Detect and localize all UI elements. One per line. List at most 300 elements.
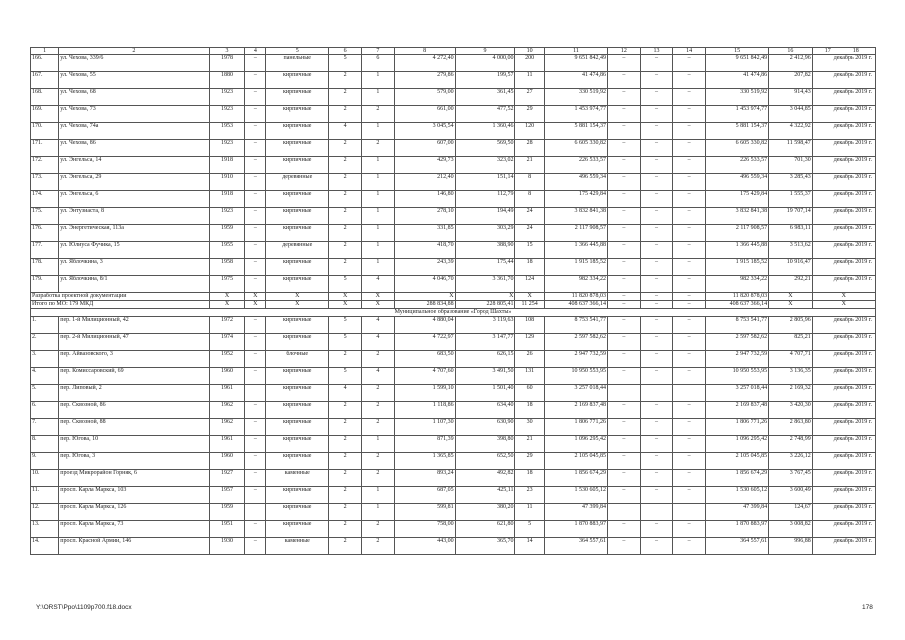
table-cell: декабрь 2019 г. <box>812 521 875 538</box>
table-cell: 758,00 <box>394 521 455 538</box>
table-cell: 1 856 674,29 <box>706 470 769 487</box>
table-cell: 60 <box>515 385 544 402</box>
table-cell: 4. <box>31 368 59 385</box>
table-cell: 2 117 908,57 <box>544 225 607 242</box>
table-cell: ул. Чехова, 339/6 <box>59 55 209 72</box>
table-cell: декабрь 2019 г. <box>812 385 875 402</box>
table-cell: – <box>640 123 673 140</box>
table-cell: 1959 <box>209 225 245 242</box>
table-cell: – <box>673 521 706 538</box>
table-cell: кирпичные <box>266 402 329 419</box>
table-cell: 6 605 330,82 <box>544 140 607 157</box>
table-cell: панельные <box>266 55 329 72</box>
document-sheet <box>30 47 876 555</box>
table-cell: – <box>673 436 706 453</box>
table-cell: 2 <box>329 242 362 259</box>
summary-row <box>31 301 876 309</box>
table-cell: – <box>640 140 673 157</box>
table-cell: 2 105 045,85 <box>706 453 769 470</box>
table-row <box>31 436 876 453</box>
table-cell: 8. <box>31 436 59 453</box>
table-cell: 825,21 <box>769 334 813 351</box>
table-cell: декабрь 2019 г. <box>812 89 875 106</box>
table-cell: 3 147,77 <box>455 334 515 351</box>
table-cell: 1 530 605,12 <box>544 487 607 504</box>
table-cell: 5 <box>329 55 362 72</box>
table-cell: 1 <box>361 72 394 89</box>
table-cell: – <box>673 55 706 72</box>
table-cell: – <box>608 470 641 487</box>
table-cell: декабрь 2019 г. <box>812 436 875 453</box>
table-cell: декабрь 2019 г. <box>812 368 875 385</box>
table-cell: 2 <box>329 538 362 555</box>
table-cell: 652,50 <box>455 453 515 470</box>
table-cell: 212,40 <box>394 174 455 191</box>
column-number: 6 <box>329 48 362 55</box>
table-cell: деревянные <box>266 242 329 259</box>
table-cell: – <box>245 55 266 72</box>
summary-cell: X <box>329 301 362 309</box>
table-cell: каменные <box>266 470 329 487</box>
table-cell: – <box>608 106 641 123</box>
table-cell: 124,67 <box>769 504 813 521</box>
table-cell: – <box>673 368 706 385</box>
table-cell: 4 272,40 <box>394 55 455 72</box>
column-number: 17 <box>824 48 831 54</box>
table-cell: 1910 <box>209 174 245 191</box>
table-cell: 1 599,10 <box>394 385 455 402</box>
summary-cell: X <box>455 293 515 301</box>
table-cell: – <box>608 89 641 106</box>
table-cell: 1 <box>361 157 394 174</box>
table-cell: 1880 <box>209 72 245 89</box>
table-cell: 179. <box>31 276 59 293</box>
table-cell: – <box>673 89 706 106</box>
table-cell: 1918 <box>209 191 245 208</box>
table-cell: 3 136,35 <box>769 368 813 385</box>
table-cell: 1955 <box>209 242 245 259</box>
table-cell: 2 <box>361 140 394 157</box>
table-cell: 4 707,71 <box>769 351 813 368</box>
table-cell: 11 <box>515 72 544 89</box>
table-cell: 1 <box>361 504 394 521</box>
table-cell: 24 <box>515 225 544 242</box>
summary-cell: 408 637 366,14 <box>706 301 769 309</box>
table-cell: 364 557,61 <box>706 538 769 555</box>
table-cell: 279,86 <box>394 72 455 89</box>
table-cell: 8 <box>515 191 544 208</box>
column-number: 1 <box>31 48 59 55</box>
table-cell: 8 753 541,77 <box>544 317 607 334</box>
table-cell: 10. <box>31 470 59 487</box>
table-cell: 579,00 <box>394 89 455 106</box>
table-cell: 5 <box>329 276 362 293</box>
table-cell: 626,15 <box>455 351 515 368</box>
summary-cell: X <box>245 301 266 309</box>
table-cell: – <box>245 436 266 453</box>
table-cell: 388,90 <box>455 242 515 259</box>
municipality-row <box>31 309 876 317</box>
table-cell: пер. 2-й Милиционный, 47 <box>59 334 209 351</box>
table-cell: 2 105 045,85 <box>544 453 607 470</box>
table-cell <box>245 385 266 402</box>
table-cell: 4 <box>361 368 394 385</box>
table-cell: 3 420,30 <box>769 402 813 419</box>
table-cell: декабрь 2019 г. <box>812 487 875 504</box>
table-cell: 1952 <box>209 351 245 368</box>
table-cell: – <box>673 174 706 191</box>
table-cell: декабрь 2019 г. <box>812 504 875 521</box>
table-cell: 2 <box>329 259 362 276</box>
table-cell: 226 533,57 <box>544 157 607 174</box>
table-cell: 634,40 <box>455 402 515 419</box>
table-cell: 11. <box>31 487 59 504</box>
capital-repair-table <box>30 47 876 555</box>
table-cell: кирпичные <box>266 208 329 225</box>
table-cell: декабрь 2019 г. <box>812 106 875 123</box>
summary-cell: 288 834,88 <box>394 301 455 309</box>
table-cell: 425,11 <box>455 487 515 504</box>
table-cell: 871,39 <box>394 436 455 453</box>
summary-cell: – <box>608 301 641 309</box>
table-cell: пер. Липовый, 2 <box>59 385 209 402</box>
table-cell: 3 361,70 <box>455 276 515 293</box>
table-cell: 2 <box>361 521 394 538</box>
summary-cell: 11 254 <box>515 301 544 309</box>
table-cell: кирпичные <box>266 317 329 334</box>
table-cell: 661,00 <box>394 106 455 123</box>
column-number: 14 <box>673 48 706 55</box>
table-cell: 2 117 908,57 <box>706 225 769 242</box>
table-row <box>31 385 876 402</box>
table-cell: 303,29 <box>455 225 515 242</box>
table-cell: – <box>673 276 706 293</box>
table-cell: – <box>640 538 673 555</box>
table-cell: 131 <box>515 368 544 385</box>
table-cell: просп. Карла Маркса, 103 <box>59 487 209 504</box>
table-cell: ул. Энтузиаста, 8 <box>59 208 209 225</box>
table-cell: – <box>640 242 673 259</box>
table-cell: – <box>673 106 706 123</box>
table-cell: 599,81 <box>394 504 455 521</box>
table-cell: – <box>245 106 266 123</box>
table-row <box>31 89 876 106</box>
table-cell: 175 429,84 <box>706 191 769 208</box>
summary-cell: X <box>361 293 394 301</box>
table-cell: 1953 <box>209 123 245 140</box>
table-cell: 1 366 445,88 <box>706 242 769 259</box>
summary-cell: X <box>209 301 245 309</box>
table-row <box>31 55 876 72</box>
table-cell: пер. Югова, 10 <box>59 436 209 453</box>
table-cell: 2 169,32 <box>769 385 813 402</box>
table-cell: – <box>608 157 641 174</box>
column-number: 2 <box>59 48 209 55</box>
table-cell: – <box>640 317 673 334</box>
table-row <box>31 453 876 470</box>
table-cell: 172. <box>31 157 59 174</box>
municipality-title: Муниципальное образование «Город Шахты» <box>31 309 876 317</box>
table-cell: – <box>245 419 266 436</box>
table-cell: пер. 1-й Милиционный, 42 <box>59 317 209 334</box>
table-row <box>31 276 876 293</box>
table-cell: 2 <box>361 402 394 419</box>
table-cell: 278,10 <box>394 208 455 225</box>
table-cell: 2 <box>329 191 362 208</box>
table-cell: – <box>608 521 641 538</box>
table-cell: 2 <box>361 106 394 123</box>
table-cell: деревянные <box>266 174 329 191</box>
table-row <box>31 504 876 521</box>
table-cell: – <box>608 208 641 225</box>
summary-cell: X <box>769 301 813 309</box>
table-cell: блочные <box>266 351 329 368</box>
table-cell: – <box>673 402 706 419</box>
table-cell: 5 <box>515 521 544 538</box>
table-cell: – <box>245 157 266 174</box>
summary-cell: – <box>640 301 673 309</box>
table-cell: кирпичные <box>266 72 329 89</box>
table-cell: 477,52 <box>455 106 515 123</box>
table-cell: 380,20 <box>455 504 515 521</box>
table-cell: 169. <box>31 106 59 123</box>
table-cell: 330 519,92 <box>544 89 607 106</box>
table-cell: кирпичные <box>266 225 329 242</box>
table-cell: – <box>245 72 266 89</box>
table-cell: 23 <box>515 487 544 504</box>
table-cell: 200 <box>515 55 544 72</box>
table-cell: 1 806 771,26 <box>544 419 607 436</box>
summary-cell: X <box>812 293 875 301</box>
table-cell: пер. Комиссаровский, 69 <box>59 368 209 385</box>
table-cell: – <box>673 259 706 276</box>
table-cell: 146,80 <box>394 191 455 208</box>
table-cell <box>245 504 266 521</box>
table-cell: 1961 <box>209 436 245 453</box>
table-cell: 3 119,63 <box>455 317 515 334</box>
table-cell: кирпичные <box>266 487 329 504</box>
table-cell: 2. <box>31 334 59 351</box>
table-cell: 492,82 <box>455 470 515 487</box>
table-cell: 12. <box>31 504 59 521</box>
table-cell: 996,88 <box>769 538 813 555</box>
table-cell: – <box>608 225 641 242</box>
table-cell: 365,70 <box>455 538 515 555</box>
table-cell: – <box>673 191 706 208</box>
table-row <box>31 419 876 436</box>
column-number: 16 <box>769 48 813 55</box>
table-cell: – <box>673 157 706 174</box>
table-cell: 607,00 <box>394 140 455 157</box>
summary-cell: – <box>673 293 706 301</box>
table-cell: 8 <box>515 174 544 191</box>
table-cell: – <box>245 259 266 276</box>
table-cell: 3 226,12 <box>769 453 813 470</box>
table-row <box>31 123 876 140</box>
table-cell: – <box>245 470 266 487</box>
table-row <box>31 487 876 504</box>
table-cell: 687,05 <box>394 487 455 504</box>
table-cell: – <box>640 334 673 351</box>
table-cell: 2 <box>361 351 394 368</box>
table-cell: декабрь 2019 г. <box>812 174 875 191</box>
table-cell: 15 <box>515 242 544 259</box>
table-cell: – <box>245 140 266 157</box>
table-cell: – <box>640 351 673 368</box>
table-cell: – <box>640 174 673 191</box>
column-number <box>812 48 875 55</box>
table-cell: – <box>673 242 706 259</box>
table-cell: ул. Яблочкина, 8/1 <box>59 276 209 293</box>
table-cell: 2 805,96 <box>769 317 813 334</box>
table-cell: кирпичные <box>266 276 329 293</box>
table-cell: 2 <box>329 208 362 225</box>
table-cell <box>673 385 706 402</box>
table-cell: 1 453 974,77 <box>706 106 769 123</box>
table-cell: ул. Энгельса, 14 <box>59 157 209 174</box>
table-cell: 194,49 <box>455 208 515 225</box>
table-cell: – <box>608 487 641 504</box>
table-cell <box>640 385 673 402</box>
table-cell: 3 008,82 <box>769 521 813 538</box>
table-cell: 226 533,57 <box>706 157 769 174</box>
table-cell: 3 044,85 <box>769 106 813 123</box>
table-cell: 41 474,86 <box>706 72 769 89</box>
table-cell: декабрь 2019 г. <box>812 470 875 487</box>
table-cell: 683,50 <box>394 351 455 368</box>
table-cell: 175,44 <box>455 259 515 276</box>
table-cell: кирпичные <box>266 334 329 351</box>
table-cell: 630,90 <box>455 419 515 436</box>
table-cell: пер. Сквозной, 88 <box>59 419 209 436</box>
table-cell: 701,30 <box>769 157 813 174</box>
table-cell: пер. Югова, 3 <box>59 453 209 470</box>
summary-cell: – <box>673 301 706 309</box>
table-row <box>31 174 876 191</box>
table-cell: 5 881 154,37 <box>544 123 607 140</box>
table-cell: 3 257 018,44 <box>706 385 769 402</box>
table-cell: – <box>245 174 266 191</box>
table-cell <box>608 385 641 402</box>
table-row <box>31 191 876 208</box>
table-row <box>31 470 876 487</box>
table-cell: 2 <box>361 538 394 555</box>
table-cell: 1975 <box>209 276 245 293</box>
table-cell: 2 <box>361 470 394 487</box>
summary-cell: X <box>394 293 455 301</box>
table-cell: ул. Яблочкина, 3 <box>59 259 209 276</box>
table-cell: – <box>673 123 706 140</box>
table-cell: декабрь 2019 г. <box>812 55 875 72</box>
table-cell: 2 <box>329 174 362 191</box>
table-cell: 5. <box>31 385 59 402</box>
table-cell: 2 <box>329 106 362 123</box>
table-cell: – <box>245 402 266 419</box>
table-cell: кирпичные <box>266 106 329 123</box>
table-cell: 5 881 154,37 <box>706 123 769 140</box>
table-cell: 3 491,50 <box>455 368 515 385</box>
table-cell: 175. <box>31 208 59 225</box>
table-cell: – <box>673 351 706 368</box>
table-cell: – <box>245 521 266 538</box>
table-cell: 330 519,92 <box>706 89 769 106</box>
table-cell: 174. <box>31 191 59 208</box>
table-cell: – <box>640 55 673 72</box>
summary-cell: X <box>812 301 875 309</box>
table-cell: 2 <box>329 89 362 106</box>
table-cell: 1923 <box>209 106 245 123</box>
table-cell: – <box>640 453 673 470</box>
table-cell: – <box>608 259 641 276</box>
table-cell: 4 722,97 <box>394 334 455 351</box>
table-cell: 1 365,85 <box>394 453 455 470</box>
column-number: 9 <box>455 48 515 55</box>
table-cell: 418,70 <box>394 242 455 259</box>
table-cell: 3 257 018,44 <box>544 385 607 402</box>
table-cell: 443,00 <box>394 538 455 555</box>
table-cell: 2 <box>329 225 362 242</box>
column-number: 18 <box>852 48 859 54</box>
table-cell: ул. Энгельса, 6 <box>59 191 209 208</box>
table-cell: – <box>640 225 673 242</box>
table-cell: декабрь 2019 г. <box>812 208 875 225</box>
table-cell: 112,79 <box>455 191 515 208</box>
table-cell: 9. <box>31 453 59 470</box>
table-cell: 4 <box>329 123 362 140</box>
table-cell: 4 000,00 <box>455 55 515 72</box>
table-cell: ул. Энгельса, 29 <box>59 174 209 191</box>
table-cell: – <box>245 89 266 106</box>
table-cell: – <box>673 538 706 555</box>
table-cell: 2 <box>329 521 362 538</box>
table-cell: 11 598,47 <box>769 140 813 157</box>
table-cell: 361,45 <box>455 89 515 106</box>
table-cell: – <box>673 334 706 351</box>
summary-cell: X <box>361 301 394 309</box>
table-cell: – <box>673 419 706 436</box>
table-cell: каменные <box>266 538 329 555</box>
table-cell: 24 <box>515 208 544 225</box>
table-cell: ул. Юлиуса Фучика, 15 <box>59 242 209 259</box>
table-cell: 120 <box>515 123 544 140</box>
table-cell: 2 <box>329 436 362 453</box>
table-cell: декабрь 2019 г. <box>812 191 875 208</box>
table-cell: кирпичные <box>266 385 329 402</box>
table-cell: 1 <box>361 89 394 106</box>
table-cell: – <box>640 191 673 208</box>
table-cell: – <box>640 106 673 123</box>
table-cell: – <box>245 487 266 504</box>
table-row <box>31 259 876 276</box>
table-cell: 1960 <box>209 453 245 470</box>
table-cell: 982 334,22 <box>706 276 769 293</box>
table-cell: кирпичные <box>266 453 329 470</box>
table-row <box>31 225 876 242</box>
table-cell: 1 870 883,97 <box>706 521 769 538</box>
summary-row <box>31 293 876 301</box>
summary-cell: X <box>266 293 329 301</box>
table-cell: – <box>608 317 641 334</box>
summary-cell: X <box>515 293 544 301</box>
table-row <box>31 157 876 174</box>
table-cell: 124 <box>515 276 544 293</box>
table-cell: 5 <box>329 334 362 351</box>
table-cell: 1958 <box>209 259 245 276</box>
table-cell: 429,73 <box>394 157 455 174</box>
table-cell: 2 412,96 <box>769 55 813 72</box>
table-cell: – <box>640 89 673 106</box>
summary-cell: Разработка проектной документации <box>31 293 210 301</box>
